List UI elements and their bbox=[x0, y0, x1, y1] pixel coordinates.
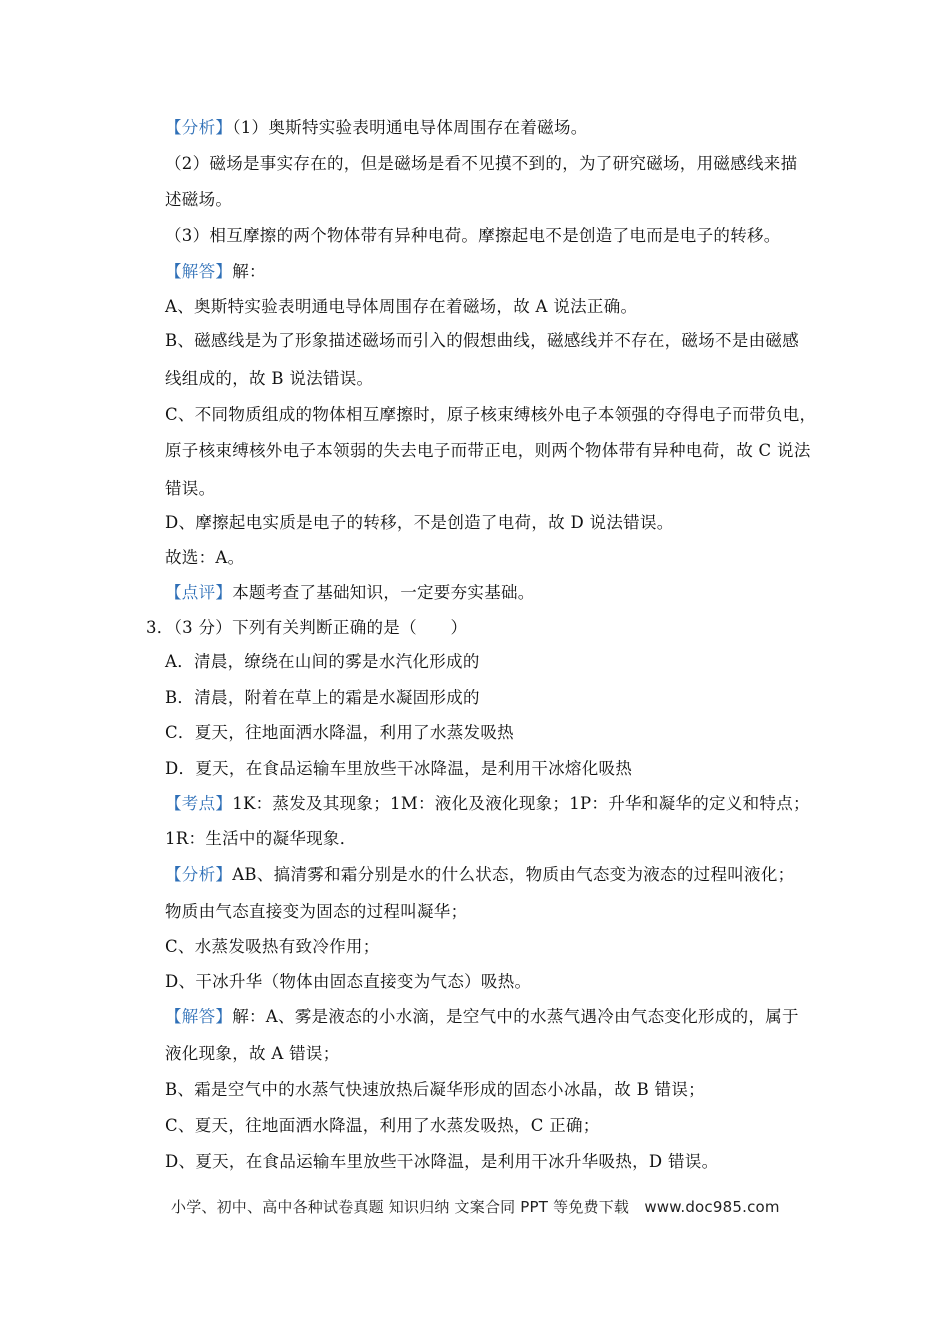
q3-answer-line-2: 液化现象，故 A 错误； bbox=[165, 1044, 340, 1063]
q2-answer-b-2: 线组成的，故 B 说法错误。 bbox=[165, 369, 374, 388]
q3-point-line-2: 1R：生活中的凝华现象． bbox=[165, 829, 357, 848]
q2-choice: 故选：A。 bbox=[165, 548, 245, 567]
answer-tag: 【解答】 bbox=[165, 1007, 233, 1026]
answer-tag: 【解答】 bbox=[165, 262, 233, 281]
q3-point-line-1 bbox=[165, 793, 810, 815]
point-tag: 【考点】 bbox=[165, 794, 233, 813]
q2-analysis-line-2: （2）磁场是事实存在的，但是磁场是看不见摸不到的，为了研究磁场，用磁感线来描 bbox=[165, 154, 798, 173]
q2-answer-d: D、摩擦起电实质是电子的转移，不是创造了电荷，故 D 说法错误。 bbox=[165, 513, 674, 532]
q2-analysis-line-2b: 述磁场。 bbox=[165, 190, 233, 209]
q3-answer-line-1 bbox=[165, 1006, 799, 1028]
q3-option-a: A．清晨，缭绕在山间的雾是水汽化形成的 bbox=[165, 652, 480, 671]
q3-point-1-text: 1K：蒸发及其现象；1M：液化及液化现象；1P：升华和凝华的定义和特点； bbox=[232, 794, 810, 813]
q3-answer-c: C、夏天，往地面洒水降温，利用了水蒸发吸热，C 正确； bbox=[165, 1116, 600, 1135]
q3-answer-1-text: 解：A、雾是液态的小水滴，是空气中的水蒸气遇冷由气态变化形成的，属于 bbox=[232, 1007, 799, 1026]
q2-comment-text: 本题考查了基础知识，一定要夯实基础。 bbox=[232, 583, 535, 602]
q3-answer-d: D、夏天，在食品运输车里放些干冰降温，是利用干冰升华吸热，D 错误。 bbox=[165, 1152, 719, 1171]
q2-analysis-1-text: （1）奥斯特实验表明通电导体周围存在着磁场。 bbox=[232, 118, 588, 137]
analysis-tag: 【分析】 bbox=[165, 118, 233, 137]
q3-analysis-line-4: D、干冰升华（物体由固态直接变为气态）吸热。 bbox=[165, 972, 532, 991]
q3-analysis-1-text: AB、搞清雾和霜分别是水的什么状态，物质由气态变为液态的过程叫液化； bbox=[232, 865, 795, 884]
q3-stem: 3．（3 分）下列有关判断正确的是（ ） bbox=[146, 618, 468, 637]
q2-answer-a: A、奥斯特实验表明通电导体周围存在着磁场，故 A 说法正确。 bbox=[165, 297, 638, 316]
q3-option-d: D．夏天，在食品运输车里放些干冰降温，是利用干冰熔化吸热 bbox=[165, 759, 633, 778]
analysis-tag: 【分析】 bbox=[165, 865, 233, 884]
q2-answer-c-2: 原子核束缚核外电子本领弱的失去电子而带正电，则两个物体带有异种电荷，故 C 说法 bbox=[165, 441, 811, 460]
q3-option-c: C．夏天，往地面洒水降温，利用了水蒸发吸热 bbox=[165, 723, 514, 742]
q2-analysis-line-1 bbox=[165, 117, 588, 139]
comment-tag: 【点评】 bbox=[165, 583, 233, 602]
q2-analysis-line-3: （3）相互摩擦的两个物体带有异种电荷。摩擦起电不是创造了电而是电子的转移。 bbox=[165, 226, 781, 245]
q3-analysis-line-1 bbox=[165, 864, 794, 886]
q2-comment bbox=[165, 582, 535, 604]
q3-analysis-line-2: 物质由气态直接变为固态的过程叫凝华； bbox=[165, 902, 468, 921]
q3-option-b: B．清晨，附着在草上的霜是水凝固形成的 bbox=[165, 688, 480, 707]
q3-analysis-line-3: C、水蒸发吸热有致冷作用； bbox=[165, 937, 380, 956]
q2-answer-b-1: B、磁感线是为了形象描述磁场而引入的假想曲线，磁感线并不存在，磁场不是由磁感 bbox=[165, 331, 800, 350]
q2-answer-head bbox=[165, 261, 266, 283]
q2-answer-c-1: C、不同物质组成的物体相互摩擦时，原子核束缚核外电子本领强的夺得电子而带负电， bbox=[165, 405, 817, 424]
q2-answer-head-text: 解： bbox=[232, 262, 266, 281]
q3-answer-b: B、霜是空气中的水蒸气快速放热后凝华形成的固态小冰晶，故 B 错误； bbox=[165, 1080, 705, 1099]
q2-answer-c-3: 错误。 bbox=[165, 479, 216, 498]
page-footer: 小学、初中、高中各种试卷真题 知识归纳 文案合同 PPT 等免费下载 www.doc985.com bbox=[171, 1198, 780, 1216]
